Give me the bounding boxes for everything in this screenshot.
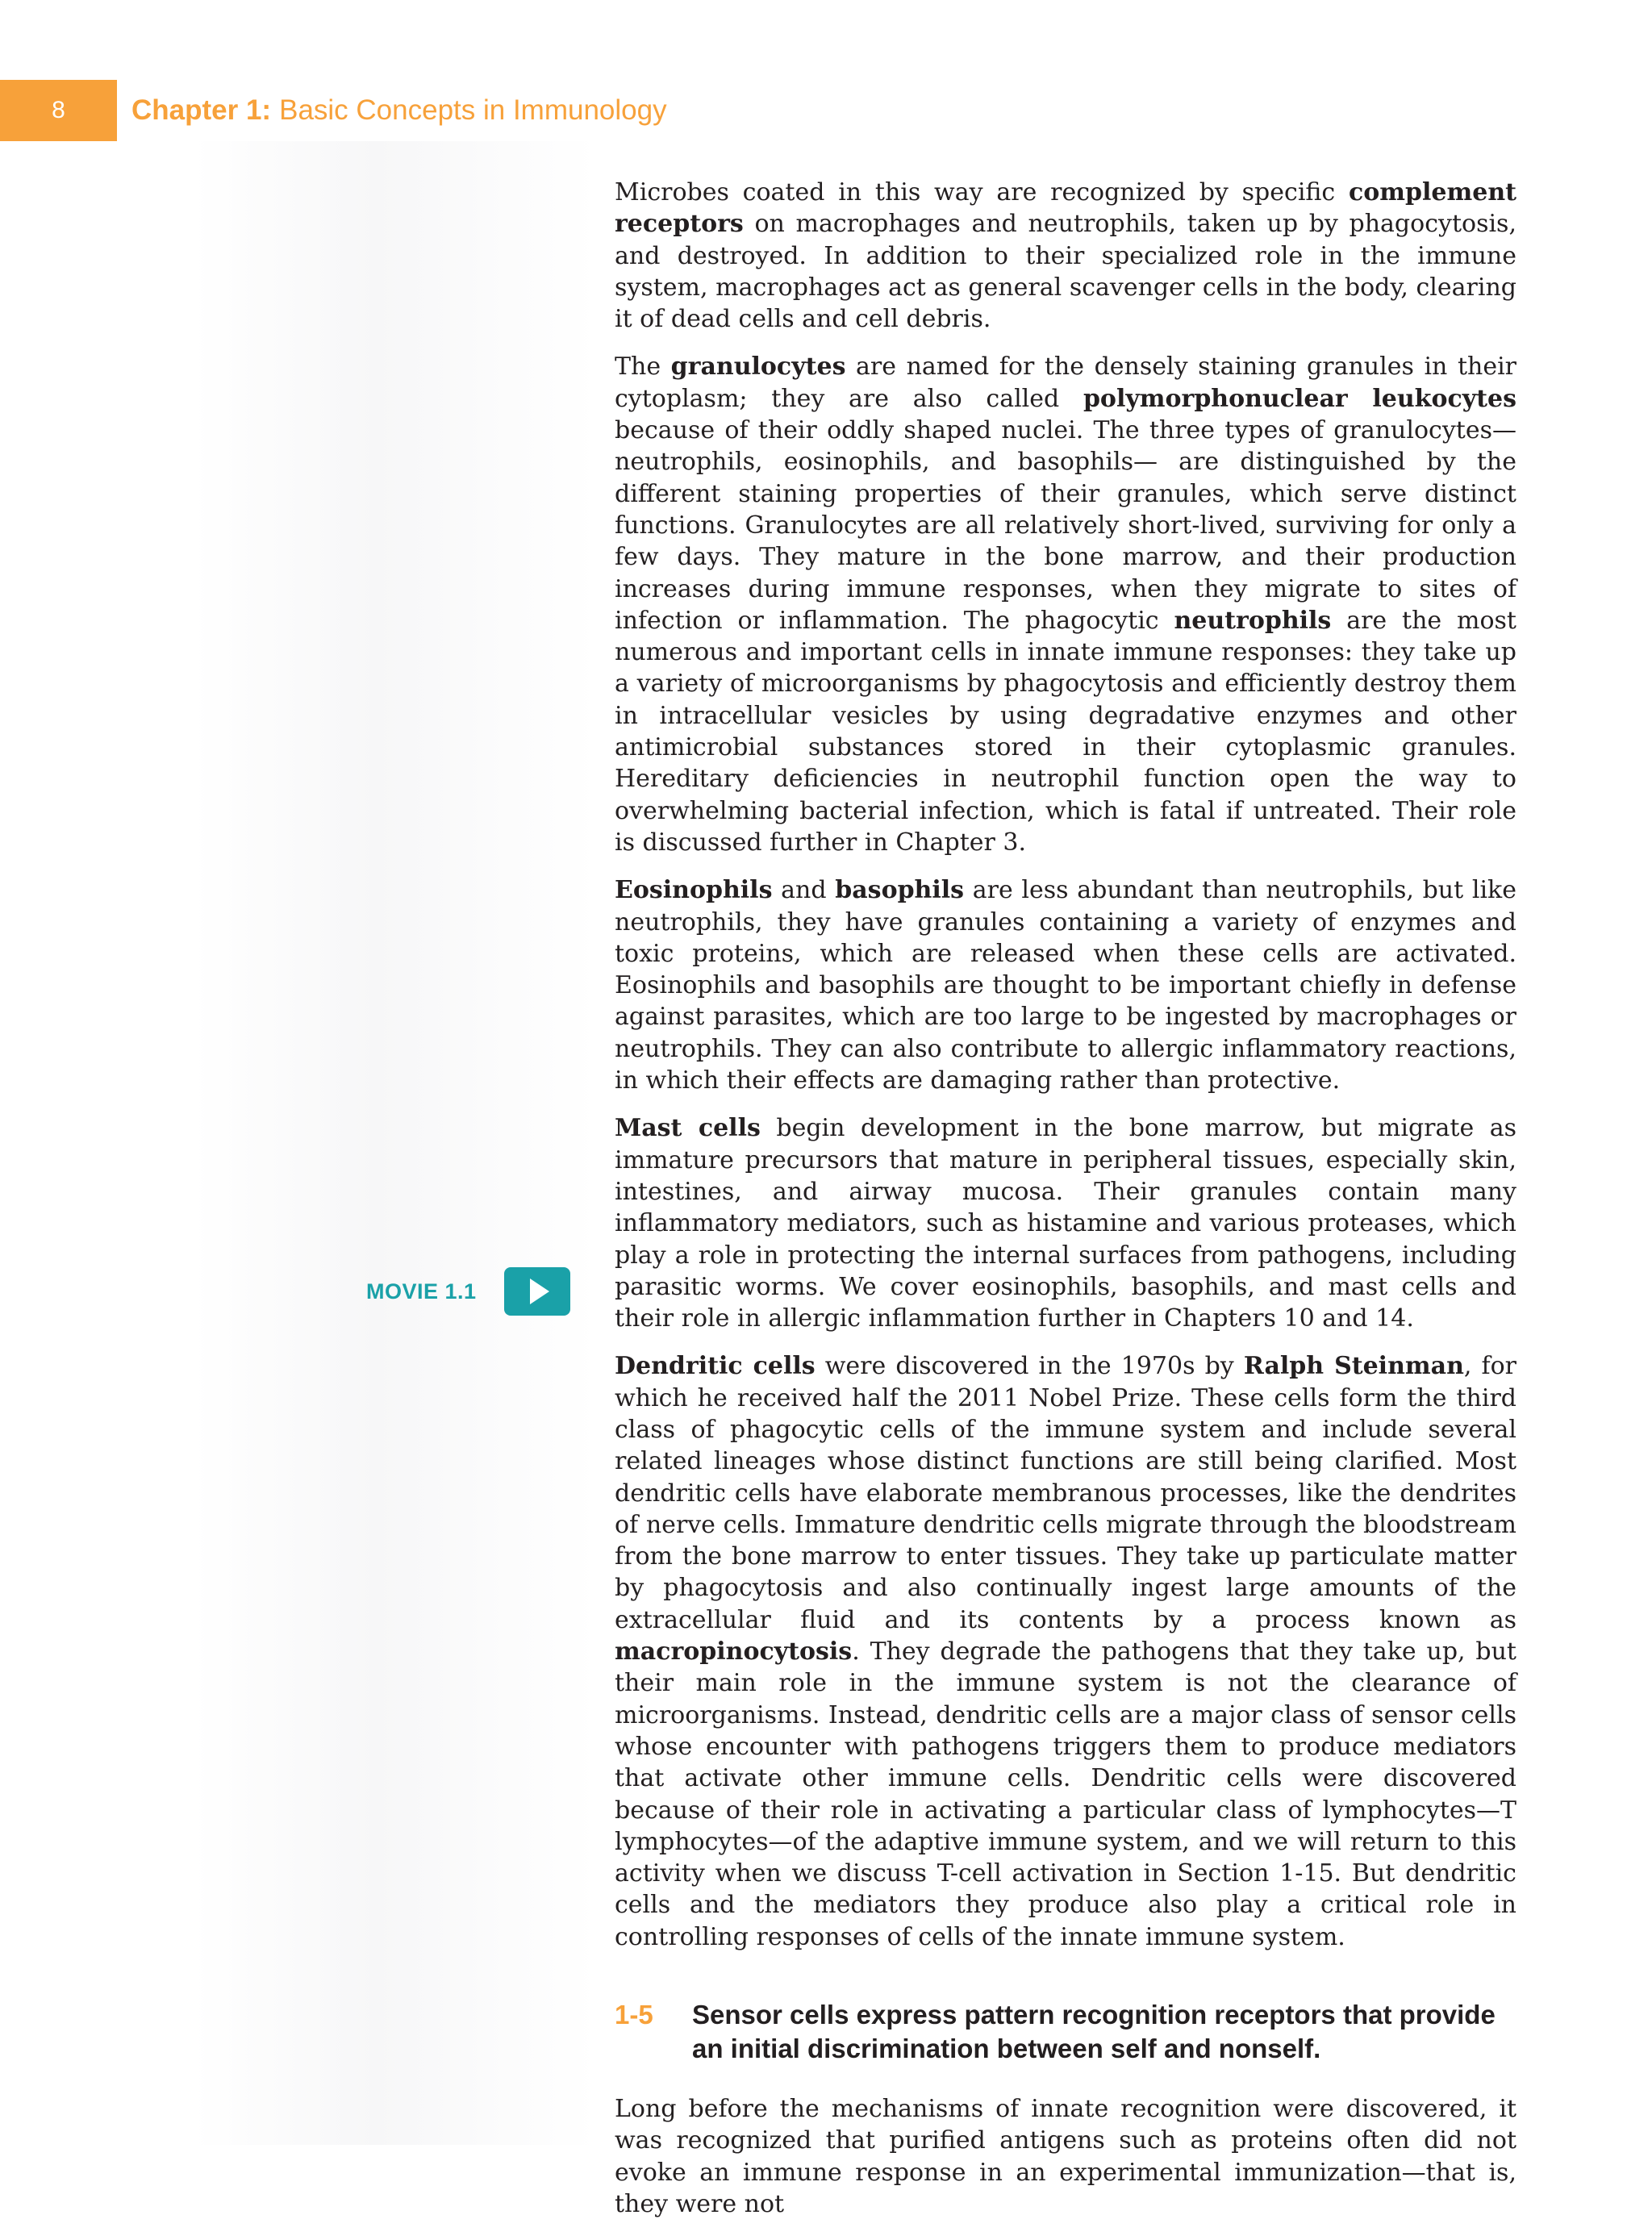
play-button[interactable]: [504, 1267, 570, 1316]
bold-term: Eosinophils: [615, 876, 773, 905]
bold-term: polymorphonuclear leukocytes: [1083, 384, 1516, 413]
paragraph: [615, 874, 1516, 1096]
text-run: begin development in the bone marrow, but migrate as immature precursors that mature in peripheral tissues, especially skin, intestines, and airway mucosa. Their granules contain many inflammatory mediators, such as histamine and various proteases, which play a role in protecting the internal surfaces from pathogens, including parasitic worms. We cover eosinophils, basophils, and mast cells and their role in allergic inflammation further in Chapters 10 and 14.: [615, 1114, 1517, 1333]
bold-term: Mast cells: [615, 1114, 761, 1143]
paragraph: [615, 1112, 1516, 1334]
section-heading: [615, 1998, 1516, 2066]
play-icon: [530, 1279, 549, 1304]
movie-link[interactable]: [366, 1267, 570, 1316]
bold-term: neutrophils: [1174, 606, 1332, 635]
paragraph: [615, 351, 1516, 858]
text-run: are the most numerous and important cells in innate immune responses: they take up a variety of microorganisms by phagocytosis and efficiently destroy them in intracellular vesicles by using degradative enzymes and other antimicrobial substances stored in their cytoplasmic granules. Hereditary deficiencies in neutrophil function open the way to overwhelming bacterial infection, which is fatal if untreated. Their role is discussed further in Chapter 3.: [615, 606, 1516, 857]
bold-term: complement receptors: [615, 178, 1516, 239]
section-title: Sensor cells express pattern recognition receptors that provide an initial discrimination between self and nonself.: [692, 2000, 1496, 2064]
text-run: and: [772, 876, 836, 905]
bold-term: granulocytes: [670, 353, 846, 382]
text-run: on macrophages and neutrophils, taken up by phagocytosis, and destroyed. In addition to their specialized role in the immune system, macrophages act as general scavenger cells in the body, clearing it of dead cells and cell debris.: [615, 210, 1516, 334]
paragraph: [615, 177, 1516, 335]
text-run: The: [615, 353, 671, 382]
bold-term: Ralph Steinman: [1243, 1352, 1464, 1381]
bold-term: macropinocytosis: [615, 1637, 853, 1667]
text-run: are less abundant than neutrophils, but like neutrophils, they have granules containing a variety of enzymes and toxic proteins, which are released when these cells are activated. Eosinophils and basophils are thought to be important chiefly in defense against parasites, which are too large to be ingested by macrophages or neutrophils. They can also contribute to allergic inflammatory reactions, in which their effects are damaging rather than protective.: [615, 876, 1516, 1095]
chapter-title: [131, 80, 667, 141]
running-header: [0, 80, 1652, 141]
page-number: 8: [0, 80, 117, 141]
paragraph: [615, 1350, 1516, 1953]
bold-term: basophils: [835, 876, 965, 905]
sidebar-shade: [194, 141, 597, 2145]
text-run: Microbes coated in this way are recognized by specific: [615, 178, 1350, 206]
chapter-label: Chapter 1:: [131, 94, 272, 126]
paragraph-final: Long before the mechanisms of innate recognition were discovered, it was recognized that purified antigens such as proteins often did not evoke an immune response in an experimental immunization—that is, they were not: [615, 2095, 1516, 2218]
bold-term: Dendritic cells: [615, 1352, 816, 1381]
text-run: are named for the densely staining granules in their cytoplasm; they are also called: [615, 353, 1517, 413]
text-run: . They degrade the pathogens that they take up, but their main role in the immune system is not the clearance of microorganisms. Instead, dendritic cells are a major class of sensor cells whose encounter with pathogens triggers them to produce mediators that activate other immune cells. Dendritic cells were discovered because of their role in activating a particular class of lymphocytes—T lymphocytes—of the adaptive immune system, and we will return to this activity when we discuss T-cell activation in Section 1-15. But dendritic cells and the mediators they produce also play a critical role in controlling responses of cells of the innate immune system.: [615, 1637, 1516, 1951]
chapter-name: Basic Concepts in Immunology: [279, 94, 667, 126]
text-run: , for which he received half the 2011 Nobel Prize. These cells form the third class of phagocytic cells of the immune system and include several related lineages whose distinct functions are still being clarified. Most dendritic cells have elaborate membranous processes, like the dendrites of nerve cells. Immature dendritic cells migrate through the bloodstream from the bone marrow to enter tissues. They take up particulate matter by phagocytosis and also continually ingest large amounts of the extracellular fluid and its contents by a process known as: [615, 1352, 1517, 1634]
movie-label[interactable]: MOVIE 1.1: [366, 1279, 477, 1304]
body-column: [615, 177, 1516, 2236]
section-number: 1-5: [615, 2000, 653, 2030]
text-run: were discovered in the 1970s by: [815, 1352, 1244, 1381]
text-run: because of their oddly shaped nuclei. The three types of granulocytes—neutrophils, eosinophils, and basophils— are distinguished by the different staining properties of their granules, which serve distinct functions. Granulocytes are all relatively short-lived, surviving for only a few days. They mature in the bone marrow, and their production increases during immune responses, when they migrate to sites of infection or inflammation. The phagocytic: [615, 416, 1516, 635]
